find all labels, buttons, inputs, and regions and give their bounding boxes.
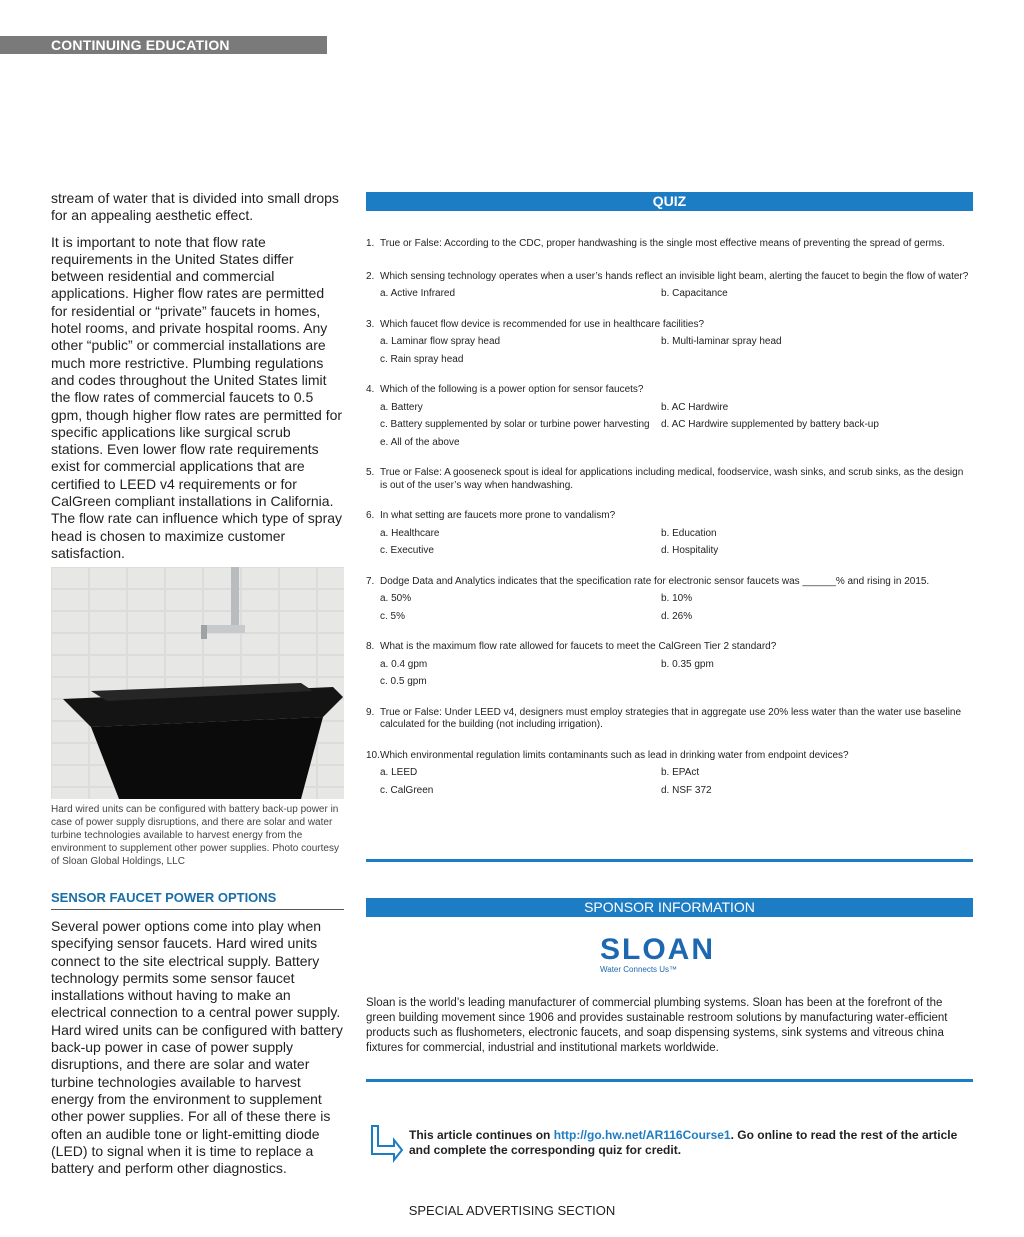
question-options <box>380 283 973 301</box>
question-number: 10. <box>366 749 380 761</box>
question-text: Which sensing technology operates when a user’s hands reflect an invisible light beam, alerting the faucet to begin the flow of water? <box>380 270 969 282</box>
continue-prefix: This article continues on <box>409 1128 554 1142</box>
question-number: 3. <box>366 318 375 330</box>
answer-option: d. 26% <box>661 610 693 622</box>
logo-tagline: Water Connects Us™ <box>600 965 678 974</box>
answer-option: c. Executive <box>380 545 434 556</box>
sponsor-title-bar: SPONSOR INFORMATION <box>366 898 973 917</box>
continue-note <box>409 1128 974 1158</box>
question-text: True or False: According to the CDC, proper handwashing is the single most effective means of preventing the spread of germs. <box>380 238 945 249</box>
quiz-question <box>366 271 973 301</box>
quiz-question <box>366 707 973 732</box>
answer-option: a. Active Infrared <box>380 288 456 299</box>
answer-option: d. Hospitality <box>661 545 719 556</box>
footer-label: SPECIAL ADVERTISING SECTION <box>408 1203 616 1218</box>
answer-option: a. LEED <box>380 767 418 778</box>
paragraph-intro: stream of water that is divided into small drops for an appealing aesthetic effect. <box>51 190 339 224</box>
question-number: 2. <box>366 270 375 282</box>
faucet-photo <box>51 567 344 799</box>
quiz-question <box>366 576 973 624</box>
left-column-top <box>51 190 344 562</box>
question-options <box>380 523 973 558</box>
quiz-divider <box>366 859 973 862</box>
question-text: Which of the following is a power option for sensor faucets? <box>380 384 644 395</box>
answer-option: b. AC Hardwire <box>661 401 729 413</box>
continue-suffix: . Go online to read the rest of the article and complete the corresponding quiz for credit. <box>409 1128 958 1157</box>
question-text: True or False: Under LEED v4, designers must employ strategies that in aggregate use 20% less water than the water use baseline calculated for the building (not including irrigation). <box>380 706 962 730</box>
answer-option: b. 0.35 gpm <box>661 658 714 670</box>
answer-option: a. 50% <box>380 593 412 604</box>
quiz-question <box>366 467 973 492</box>
question-options <box>380 397 973 450</box>
section-header: CONTINUING EDUCATION <box>0 36 327 54</box>
answer-option: b. EPAct <box>661 767 700 778</box>
answer-option: b. Capacitance <box>661 288 728 299</box>
sponsor-divider <box>366 1079 973 1082</box>
question-number: 6. <box>366 510 375 521</box>
quiz-list <box>366 238 973 797</box>
quiz-question <box>366 384 973 449</box>
answer-option: e. All of the above <box>380 436 460 448</box>
answer-option: d. NSF 372 <box>661 784 712 796</box>
quiz-title-bar: QUIZ <box>366 192 973 211</box>
quiz-question <box>366 510 973 558</box>
answer-option: b. Multi-laminar spray head <box>661 336 782 347</box>
answer-option: c. CalGreen <box>380 784 434 796</box>
quiz-question <box>366 238 973 251</box>
question-text: In what setting are faucets more prone to vandalism? <box>380 510 616 521</box>
question-number: 8. <box>366 641 375 652</box>
section-heading-power-options: SENSOR FAUCET POWER OPTIONS <box>51 890 344 910</box>
question-number: 7. <box>366 575 375 587</box>
question-text: What is the maximum flow rate allowed for faucets to meet the CalGreen Tier 2 standard? <box>380 641 777 652</box>
question-text: Dodge Data and Analytics indicates that the specification rate for electronic sensor faucets was ______% and rising in 2015. <box>380 575 930 587</box>
question-options <box>380 588 973 623</box>
question-text: Which faucet flow device is recommended for use in healthcare facilities? <box>380 318 705 330</box>
answer-option: d. AC Hardwire supplemented by battery back-up <box>661 419 879 430</box>
continue-arrow-icon <box>368 1124 404 1171</box>
answer-option: c. Rain spray head <box>380 353 464 365</box>
quiz-question <box>366 750 973 798</box>
question-number: 4. <box>366 384 375 395</box>
question-text: True or False: A gooseneck spout is ideal for applications including medical, foodservice, wash sinks, and scrub sinks, as the design is out of the user’s way when handwashing. <box>380 467 964 491</box>
answer-option: a. Laminar flow spray head <box>380 336 501 347</box>
quiz-question <box>366 641 973 689</box>
answer-option: c. 0.5 gpm <box>380 676 427 687</box>
question-number: 9. <box>366 706 375 718</box>
left-column-bottom <box>51 918 344 1177</box>
paragraph-power-options: Several power options come into play when specifying sensor faucets. Hard wired units connect to the site electrical supply. Battery technology permits some sensor faucet installations without having to make an electrical connection to a central power supply. Hard wired units can be configured with battery back-up power in case of power supply disruptions, and there are solar and water turbine technologies available to harvest energy from the environment to supplement other power supplies. For all of these there is often an audible tone or light-emitting diode (LED) to signal when it is time to replace a battery and perform other diagnostics. <box>51 918 343 1177</box>
sloan-logo <box>600 935 740 975</box>
question-options <box>380 331 973 366</box>
question-number: 1. <box>366 238 375 249</box>
answer-option: a. Healthcare <box>380 527 440 539</box>
photo-caption-block <box>51 803 344 868</box>
photo-caption: Hard wired units can be configured with battery back-up power in case of power supply disruptions, and there are solar and water turbine technologies available to harvest energy from the environment to supplement other power supplies. Photo courtesy of Sloan Global Holdings, LLC <box>51 804 339 867</box>
answer-option: c. 5% <box>380 610 406 622</box>
question-number: 5. <box>366 467 375 478</box>
answer-option: b. Education <box>661 527 717 539</box>
question-options <box>380 654 973 689</box>
quiz-question <box>366 319 973 367</box>
continue-link[interactable]: http://go.hw.net/AR116Course1 <box>553 1128 731 1142</box>
answer-option: b. 10% <box>661 593 693 604</box>
answer-option: a. Battery <box>380 401 423 413</box>
sponsor-description: Sloan is the world’s leading manufacturer of commercial plumbing systems. Sloan has been at the forefront of the green building movement since 1906 and provides sustainable restroom solutions by manufacturing water-efficient products such as flushometers, electronic faucets, and soap dispensing systems, sink systems and vitreous china fixtures for commercial, industrial and institutional markets worldwide. <box>366 997 948 1054</box>
faucet-sink-illustration <box>51 567 344 799</box>
question-options <box>380 762 973 797</box>
question-text: Which environmental regulation limits contaminants such as lead in drinking water from endpoint devices? <box>380 749 849 761</box>
paragraph-flow-rate: It is important to note that flow rate requirements in the United States differ between residential and commercial applications. Higher flow rates are permitted for residential or “private” faucets in homes, hotel rooms, and private hospital rooms. Any other “public” or commercial installations are much more restrictive. Plumbing regulations and codes throughout the United States limit the flow rates of commercial faucets to 0.5 gpm, though higher flow rates are permitted for specific applications like surgical scrub stations. Even lower flow rate requirements exist for commercial applications that are certified to LEED v4 requirements or for CalGreen compliant installations in California. The flow rate can influence which type of spray head is chosen to maximize customer satisfaction. <box>51 233 343 561</box>
answer-option: c. Battery supplemented by solar or turbine power harvesting <box>380 419 650 430</box>
logo-wordmark: SLOAN <box>600 933 715 966</box>
answer-option: a. 0.4 gpm <box>380 658 428 670</box>
